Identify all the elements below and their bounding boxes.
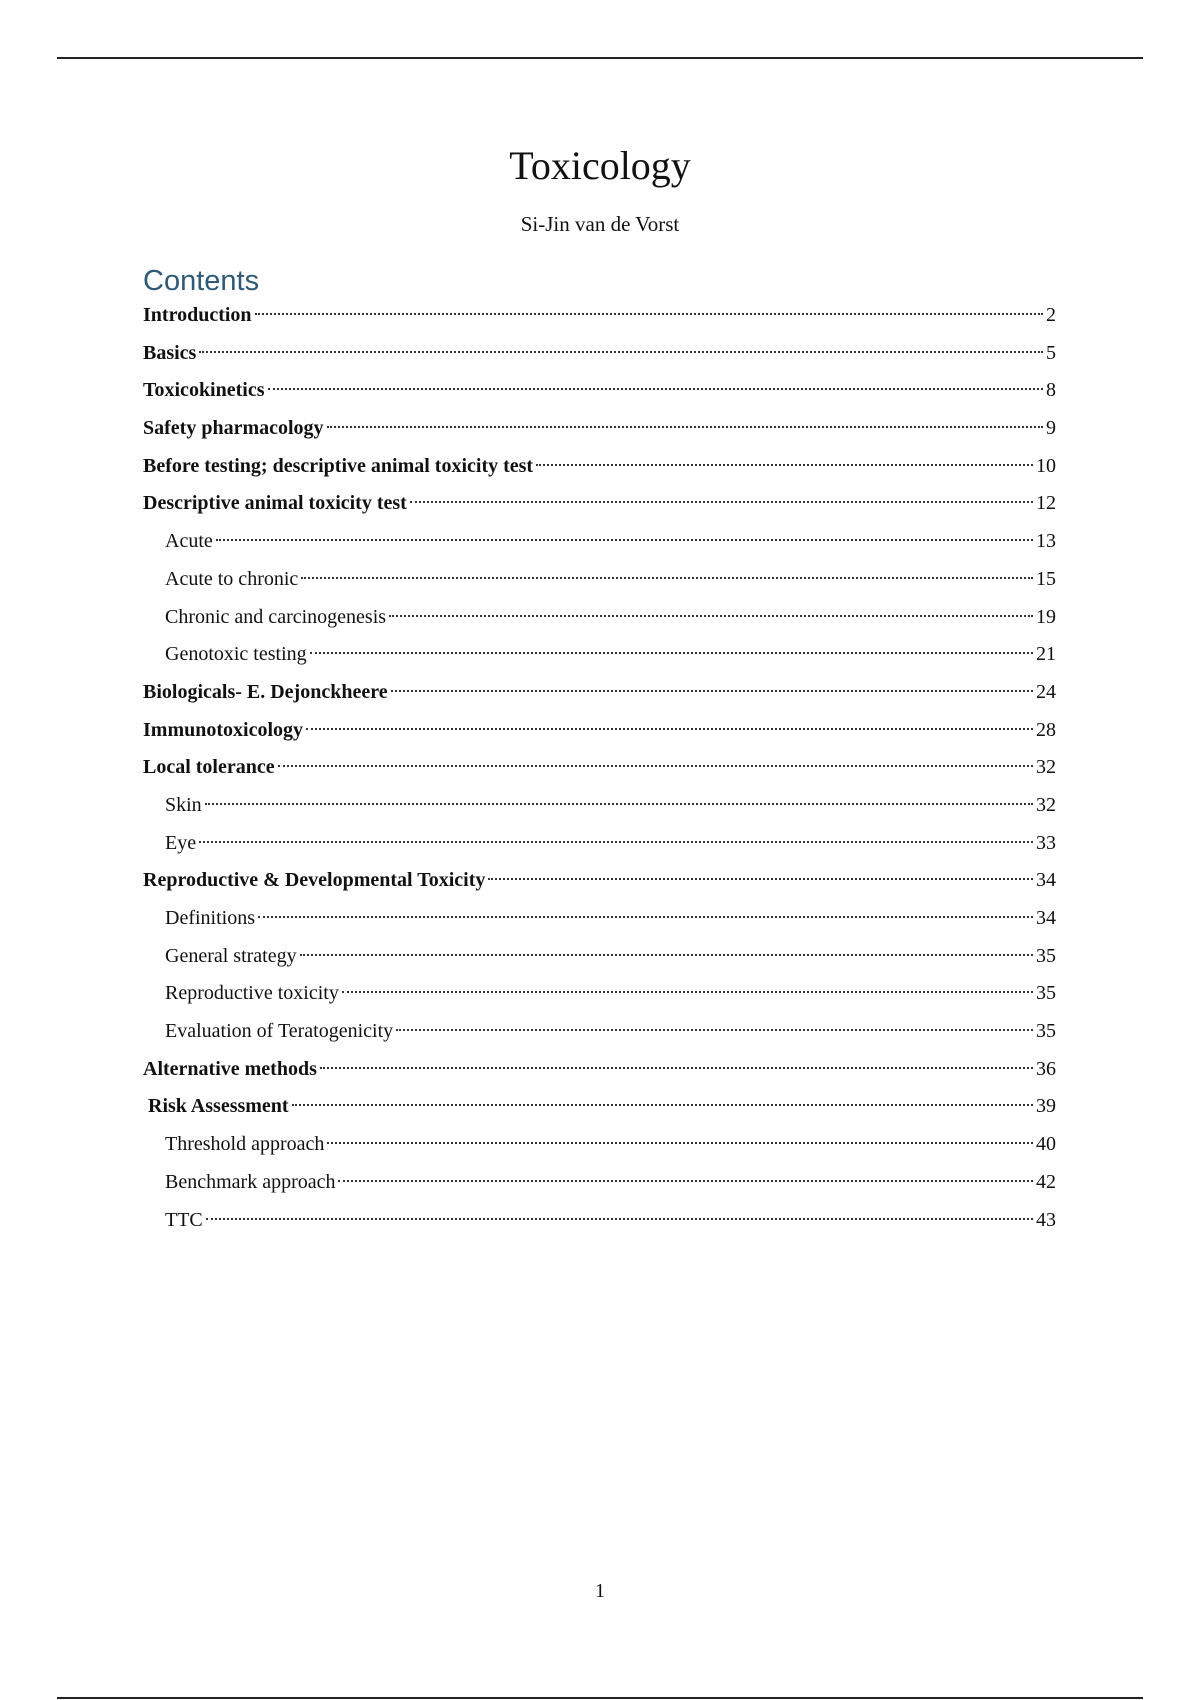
toc-entry[interactable] bbox=[143, 1088, 1056, 1126]
toc-entry-page: 40 bbox=[1036, 1133, 1056, 1156]
toc-entry-label: Safety pharmacology bbox=[143, 417, 324, 440]
toc-entry[interactable] bbox=[143, 787, 1056, 825]
toc-dot-leader bbox=[536, 464, 1033, 466]
toc-entry-label: Local tolerance bbox=[143, 756, 275, 779]
toc-dot-leader bbox=[310, 652, 1033, 654]
toc-dot-leader bbox=[258, 916, 1033, 918]
toc-entry-page: 42 bbox=[1036, 1170, 1056, 1193]
toc-dot-leader bbox=[206, 1218, 1033, 1220]
toc-dot-leader bbox=[410, 501, 1033, 503]
toc-entry-label: Acute to chronic bbox=[165, 567, 299, 590]
toc-dot-leader bbox=[255, 313, 1043, 315]
toc-entry[interactable] bbox=[143, 599, 1056, 637]
toc-entry-page: 36 bbox=[1036, 1057, 1056, 1080]
document-title: Toxicology bbox=[509, 143, 691, 188]
toc-entry-page: 5 bbox=[1046, 341, 1056, 364]
toc-entry-label: Eye bbox=[165, 831, 197, 854]
toc-entry-label: Skin bbox=[165, 793, 202, 816]
toc-entry-page: 10 bbox=[1036, 454, 1056, 477]
toc-entry-label: Immunotoxicology bbox=[143, 718, 303, 741]
toc-dot-leader bbox=[338, 1180, 1033, 1182]
toc-entry[interactable] bbox=[143, 1051, 1056, 1089]
toc-entry-label: Threshold approach bbox=[165, 1133, 325, 1156]
toc-entry-page: 35 bbox=[1036, 944, 1056, 967]
page-number: 1 bbox=[595, 1580, 605, 1602]
toc-entry-page: 35 bbox=[1036, 1020, 1056, 1043]
toc-entry[interactable] bbox=[143, 1164, 1056, 1202]
toc-dot-leader bbox=[199, 351, 1043, 353]
toc-entry[interactable] bbox=[143, 297, 1056, 335]
toc-entry-label: Biologicals- E. Dejonckheere bbox=[143, 680, 388, 703]
toc-entry-label: TTC bbox=[165, 1208, 203, 1231]
toc-entry[interactable] bbox=[143, 862, 1056, 900]
toc-entry-page: 43 bbox=[1036, 1208, 1056, 1231]
toc-entry-page: 15 bbox=[1036, 567, 1056, 590]
toc-entry-page: 12 bbox=[1036, 492, 1056, 515]
toc-dot-leader bbox=[396, 1029, 1033, 1031]
toc-entry[interactable] bbox=[143, 938, 1056, 976]
toc-entry-label: Toxicokinetics bbox=[143, 379, 265, 402]
toc-entry-page: 34 bbox=[1036, 869, 1056, 892]
toc-entry[interactable] bbox=[143, 636, 1056, 674]
toc-entry-label: Genotoxic testing bbox=[165, 643, 307, 666]
toc-entry-page: 21 bbox=[1036, 643, 1056, 666]
toc-dot-leader bbox=[268, 388, 1044, 390]
toc-entry[interactable] bbox=[143, 1013, 1056, 1051]
toc-entry-label: Before testing; descriptive animal toxicity test bbox=[143, 454, 534, 477]
toc-entry[interactable] bbox=[143, 335, 1056, 373]
toc-entry-label: Evaluation of Teratogenicity bbox=[165, 1020, 394, 1043]
toc-dot-leader bbox=[320, 1067, 1033, 1069]
toc-entry[interactable] bbox=[143, 523, 1056, 561]
toc-entry[interactable] bbox=[143, 561, 1056, 599]
toc-entry-page: 24 bbox=[1036, 680, 1056, 703]
toc-dot-leader bbox=[300, 954, 1033, 956]
toc-entry-label: Acute bbox=[165, 530, 213, 553]
toc-entry-page: 9 bbox=[1046, 417, 1056, 440]
toc-entry-page: 39 bbox=[1036, 1095, 1056, 1118]
toc-entry[interactable] bbox=[143, 1126, 1056, 1164]
toc-dot-leader bbox=[301, 577, 1033, 579]
toc-entry-page: 32 bbox=[1036, 756, 1056, 779]
toc-dot-leader bbox=[391, 690, 1033, 692]
toc-entry-label: Descriptive animal toxicity test bbox=[143, 492, 407, 515]
toc-entry-label: Reproductive toxicity bbox=[165, 982, 339, 1005]
toc-entry-label: Risk Assessment bbox=[148, 1095, 289, 1118]
toc-entry-label: Definitions bbox=[165, 907, 255, 929]
toc-dot-leader bbox=[342, 991, 1033, 993]
toc-dot-leader bbox=[292, 1104, 1033, 1106]
toc-entry-page: 19 bbox=[1036, 605, 1056, 628]
toc-dot-leader bbox=[216, 539, 1033, 541]
toc-dot-leader bbox=[306, 728, 1033, 730]
toc-dot-leader bbox=[199, 841, 1033, 843]
toc-entry-label: Benchmark approach bbox=[165, 1170, 336, 1193]
toc-entry[interactable] bbox=[143, 825, 1056, 863]
toc-entry[interactable] bbox=[143, 975, 1056, 1013]
toc-entry[interactable] bbox=[143, 448, 1056, 486]
table-of-contents bbox=[143, 297, 1056, 1239]
toc-entry-page: 28 bbox=[1036, 718, 1056, 741]
toc-entry-label: Introduction bbox=[143, 304, 252, 326]
toc-entry-page: 13 bbox=[1036, 530, 1056, 553]
toc-entry-label: General strategy bbox=[165, 944, 297, 967]
toc-dot-leader bbox=[327, 1142, 1033, 1144]
toc-entry-label: Basics bbox=[143, 341, 197, 364]
toc-entry-page: 34 bbox=[1036, 907, 1056, 929]
toc-dot-leader bbox=[327, 426, 1043, 428]
toc-entry[interactable] bbox=[143, 410, 1056, 448]
toc-entry-label: Reproductive & Developmental Toxicity bbox=[143, 869, 486, 892]
document-author: Si-Jin van de Vorst bbox=[520, 212, 680, 236]
top-rule bbox=[57, 57, 1143, 59]
toc-entry-label: Alternative methods bbox=[143, 1057, 317, 1080]
toc-dot-leader bbox=[389, 615, 1033, 617]
toc-dot-leader bbox=[205, 803, 1033, 805]
toc-entry-page: 8 bbox=[1046, 379, 1056, 402]
toc-entry-page: 33 bbox=[1036, 831, 1056, 854]
bottom-rule bbox=[57, 1697, 1143, 1699]
contents-heading: Contents bbox=[143, 265, 260, 297]
toc-entry-page: 32 bbox=[1036, 793, 1056, 816]
toc-entry-label: Chronic and carcinogenesis bbox=[165, 605, 387, 628]
toc-entry[interactable] bbox=[143, 900, 1056, 938]
toc-entry[interactable] bbox=[143, 485, 1056, 523]
toc-entry[interactable] bbox=[143, 749, 1056, 787]
toc-entry-page: 35 bbox=[1036, 982, 1056, 1005]
toc-entry[interactable] bbox=[143, 1202, 1056, 1240]
toc-dot-leader bbox=[278, 765, 1033, 767]
toc-entry[interactable] bbox=[143, 372, 1056, 410]
toc-entry[interactable] bbox=[143, 674, 1056, 712]
toc-dot-leader bbox=[488, 878, 1033, 880]
toc-entry-page: 2 bbox=[1046, 304, 1056, 326]
toc-entry[interactable] bbox=[143, 712, 1056, 750]
